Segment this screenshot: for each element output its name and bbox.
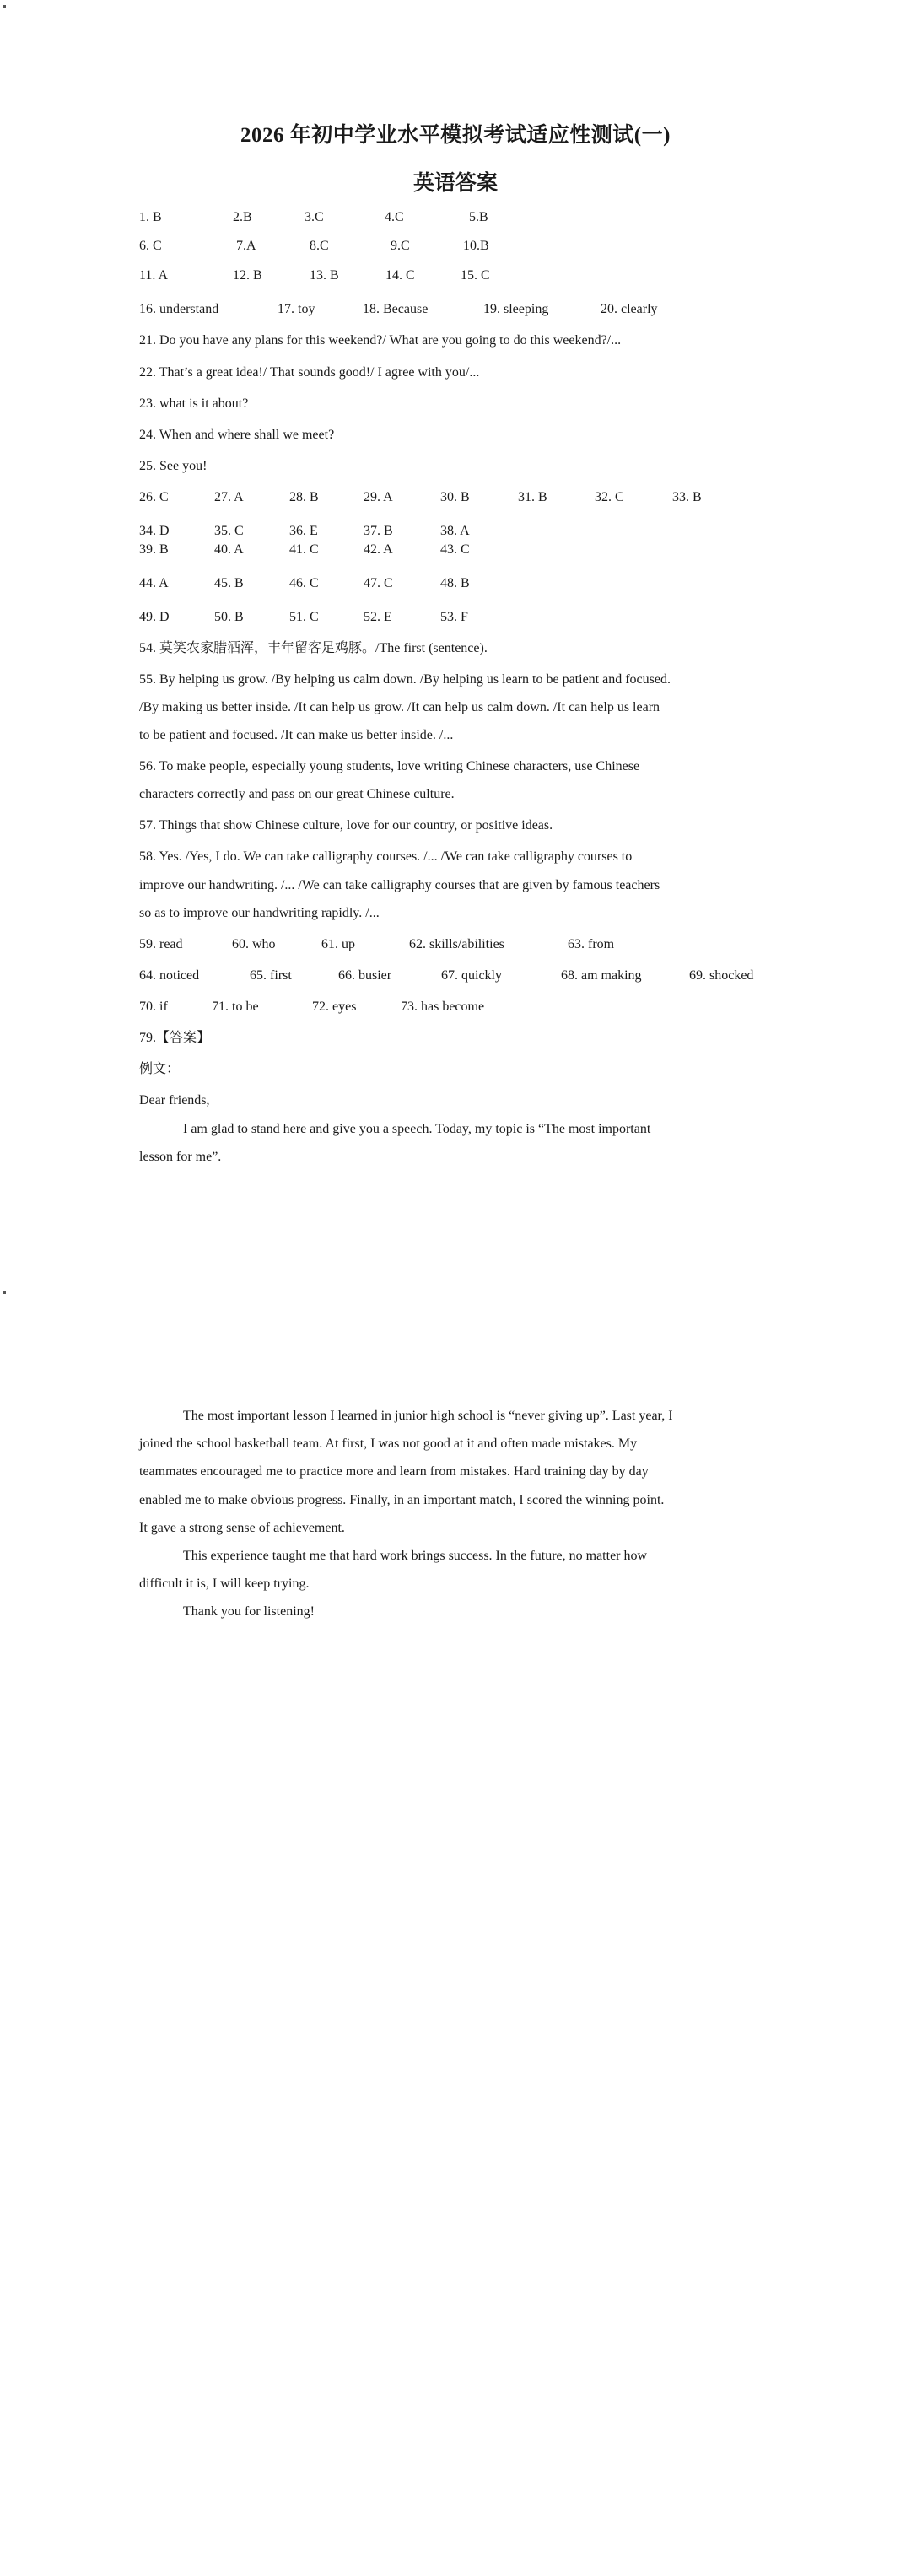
answer-item: 34. D: [139, 524, 170, 538]
answer-55-line-1: 55. By helping us grow. /By helping us calm down. /By helping us learn to be patient and focused.: [139, 672, 671, 687]
answer-item: 13. B: [310, 268, 339, 283]
answer-item: 44. A: [139, 576, 169, 590]
answer-22: 22. That’s a great idea!/ That sounds good!/ I agree with you/...: [139, 365, 480, 380]
answer-item: 29. A: [364, 490, 393, 504]
answer-79: 79.【答案】: [139, 1031, 211, 1045]
answer-item: 26. C: [139, 490, 169, 504]
answer-item: 64. noticed: [139, 968, 200, 983]
answer-item: 18. Because: [363, 302, 429, 316]
page-corner-mark: [3, 5, 6, 8]
answer-item: 15. C: [461, 268, 490, 283]
answer-item: 60. who: [232, 937, 276, 951]
answer-55-line-2: /By making us better inside. /It can help us grow. /It can help us calm down. /It can help us learn: [139, 700, 660, 714]
answer-item: 41. C: [289, 542, 319, 557]
essay-closing: Thank you for listening!: [183, 1604, 315, 1619]
answer-item: 45. B: [214, 576, 244, 590]
page-subtitle: 英语答案: [412, 172, 498, 195]
essay-paragraph-2-line-5: It gave a strong sense of achievement.: [139, 1521, 345, 1535]
answer-item: 32. C: [595, 490, 624, 504]
answer-item: 5.B: [469, 210, 488, 224]
answer-item: 66. busier: [338, 968, 392, 983]
answer-item: 16. understand: [139, 302, 219, 316]
answer-item: 71. to be: [212, 1000, 259, 1014]
answer-item: 27. A: [214, 490, 244, 504]
answer-57: 57. Things that show Chinese culture, love for our country, or positive ideas.: [139, 818, 553, 833]
answer-item: 1. B: [139, 210, 162, 224]
answer-item: 47. C: [364, 576, 393, 590]
answer-item: 38. A: [440, 524, 470, 538]
answer-item: 62. skills/abilities: [409, 937, 504, 951]
answer-item: 51. C: [289, 610, 319, 624]
essay-paragraph-1-line-2: lesson for me”.: [139, 1150, 222, 1164]
answer-item: 9.C: [391, 239, 410, 253]
answer-item: 33. B: [672, 490, 702, 504]
answer-item: 42. A: [364, 542, 393, 557]
answer-item: 20. clearly: [601, 302, 658, 316]
answer-58-line-2: improve our handwriting. /... /We can take calligraphy courses that are given by famous teachers: [139, 878, 660, 892]
answer-58-line-1: 58. Yes. /Yes, I do. We can take calligraphy courses. /... /We can take calligraphy courses to: [139, 849, 633, 864]
answer-item: 49. D: [139, 610, 170, 624]
answer-item: 68. am making: [561, 968, 642, 983]
essay-paragraph-3-line-1: This experience taught me that hard work brings success. In the future, no matter how: [183, 1549, 648, 1563]
answer-54: 54. 莫笑农家腊酒浑，丰年留客足鸡豚。/The first (sentence).: [139, 641, 488, 655]
answer-item: 65. first: [250, 968, 292, 983]
answer-item: 72. eyes: [312, 1000, 357, 1014]
answer-item: 8.C: [310, 239, 329, 253]
answer-item: 6. C: [139, 239, 162, 253]
answer-56-line-1: 56. To make people, especially young students, love writing Chinese characters, use Chinese: [139, 759, 640, 773]
answer-item: 11. A: [139, 268, 169, 283]
answer-item: 28. B: [289, 490, 319, 504]
essay-paragraph-2-line-2: joined the school basketball team. At first, I was not good at it and often made mistakes. My: [139, 1436, 638, 1451]
answer-item: 50. B: [214, 610, 244, 624]
answer-item: 53. F: [440, 610, 468, 624]
essay-paragraph-2-line-4: enabled me to make obvious progress. Finally, in an important match, I scored the winning point.: [139, 1493, 665, 1507]
answer-56-line-2: characters correctly and pass on our great Chinese culture.: [139, 787, 455, 801]
answer-item: 48. B: [440, 576, 470, 590]
answer-page-2: [0, 1291, 911, 2576]
answer-item: 59. read: [139, 937, 183, 951]
page-title: 2026 年初中学业水平模拟考试适应性测试(一): [240, 124, 671, 147]
answer-item: 10.B: [463, 239, 489, 253]
answer-item: 63. from: [568, 937, 615, 951]
essay-paragraph-2-line-1: The most important lesson I learned in junior high school is “never giving up”. Last year, I: [183, 1409, 673, 1423]
essay-paragraph-2-line-3: teammates encouraged me to practice more and learn from mistakes. Hard training day by day: [139, 1464, 649, 1479]
answer-item: 3.C: [305, 210, 324, 224]
answer-item: 70. if: [139, 1000, 168, 1014]
answer-item: 61. up: [321, 937, 355, 951]
answer-item: 39. B: [139, 542, 169, 557]
answer-item: 14. C: [385, 268, 415, 283]
answer-item: 69. shocked: [689, 968, 754, 983]
answer-item: 19. sleeping: [483, 302, 549, 316]
essay-example-label: 例文：: [139, 1062, 181, 1076]
answer-item: 40. A: [214, 542, 244, 557]
answer-item: 37. B: [364, 524, 393, 538]
answer-item: 2.B: [233, 210, 252, 224]
answer-21: 21. Do you have any plans for this weekend?/ What are you going to do this weekend?/...: [139, 333, 622, 348]
answer-item: 4.C: [385, 210, 404, 224]
answer-item: 52. E: [364, 610, 392, 624]
page-corner-mark: [3, 1291, 6, 1294]
essay-continued: [139, 1291, 797, 2576]
essay-paragraph-1-line-1: I am glad to stand here and give you a speech. Today, my topic is “The most important: [183, 1122, 651, 1136]
answer-item: 12. B: [233, 268, 262, 283]
answer-item: 30. B: [440, 490, 470, 504]
answer-item: 35. C: [214, 524, 244, 538]
answer-25: 25. See you!: [139, 459, 208, 473]
answer-item: 73. has become: [401, 1000, 485, 1014]
answer-55-line-3: to be patient and focused. /It can make us better inside. /...: [139, 728, 454, 742]
answer-58-line-3: so as to improve our handwriting rapidly. /...: [139, 906, 380, 920]
answer-item: 36. E: [289, 524, 318, 538]
answer-list: [139, 0, 797, 1291]
answer-item: 7.A: [236, 239, 256, 253]
essay-paragraph-3-line-2: difficult it is, I will keep trying.: [139, 1576, 310, 1591]
answer-item: 43. C: [440, 542, 470, 557]
answer-item: 17. toy: [278, 302, 315, 316]
answer-23: 23. what is it about?: [139, 396, 249, 411]
answer-item: 46. C: [289, 576, 319, 590]
answer-item: 31. B: [518, 490, 547, 504]
answer-item: 67. quickly: [441, 968, 502, 983]
answer-24: 24. When and where shall we meet?: [139, 428, 335, 442]
essay-greeting: Dear friends,: [139, 1093, 210, 1107]
